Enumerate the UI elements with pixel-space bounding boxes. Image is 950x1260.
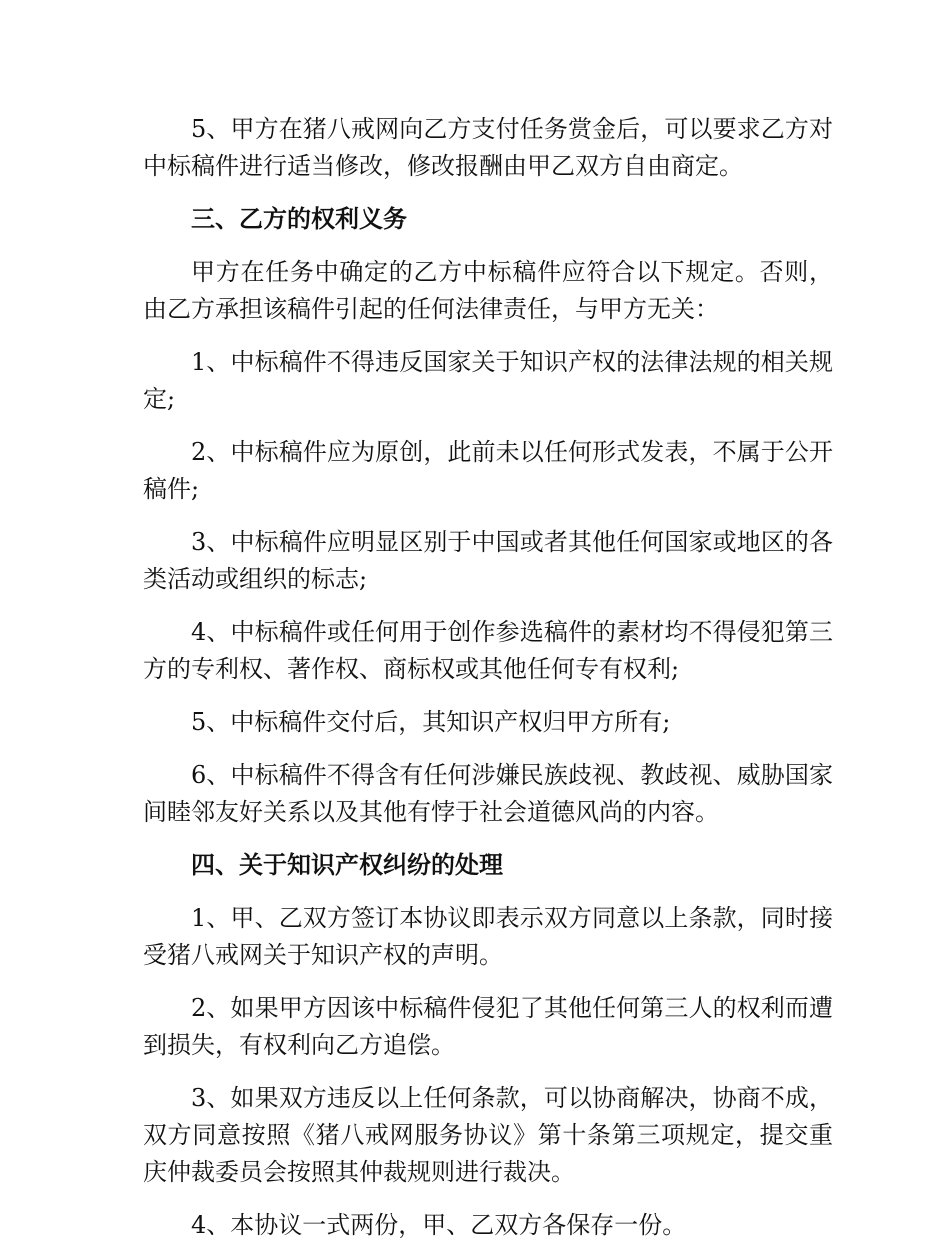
- section3-item-2: 2、中标稿件应为原创，此前未以任何形式发表，不属于公开稿件;: [143, 438, 833, 503]
- section3-item-3: 3、中标稿件应明显区别于中国或者其他任何国家或地区的各类活动或组织的标志;: [143, 528, 833, 593]
- section4-item-2: 2、如果甲方因该中标稿件侵犯了其他任何第三人的权利而遭到损失，有权利向乙方追偿。: [143, 994, 833, 1059]
- section3-item-5: 5、中标稿件交付后，其知识产权归甲方所有;: [191, 708, 671, 736]
- section4-heading: 四、关于知识产权纠纷的处理: [191, 851, 503, 879]
- section4-item-4: 4、本协议一式两份，甲、乙双方各保存一份。: [191, 1211, 687, 1239]
- section2-item-5: 5、甲方在猪八戒网向乙方支付任务赏金后，可以要求乙方对中标稿件进行适当修改，修改报酬由甲乙双方自由商定。: [143, 115, 833, 180]
- section3-item-4: 4、中标稿件或任何用于创作参选稿件的素材均不得侵犯第三方的专利权、著作权、商标权或其他任何专有权利;: [143, 618, 833, 683]
- section4-item-1: 1、甲、乙双方签订本协议即表示双方同意以上条款，同时接受猪八戒网关于知识产权的声明。: [143, 904, 833, 969]
- section3-heading: 三、乙方的权利义务: [191, 205, 407, 233]
- section3-intro: 甲方在任务中确定的乙方中标稿件应符合以下规定。否则，由乙方承担该稿件引起的任何法律责任，与甲方无关：: [143, 258, 833, 323]
- section4-item-3: 3、如果双方违反以上任何条款，可以协商解决，协商不成，双方同意按照《猪八戒网服务协议》第十条第三项规定，提交重庆仲裁委员会按照其仲裁规则进行裁决。: [143, 1084, 833, 1186]
- section3-item-6: 6、中标稿件不得含有任何涉嫌民族歧视、教歧视、威胁国家间睦邻友好关系以及其他有悖于社会道德风尚的内容。: [143, 761, 833, 826]
- document-body: [143, 111, 833, 1260]
- section3-item-1: 1、中标稿件不得违反国家关于知识产权的法律法规的相关规定;: [143, 348, 833, 413]
